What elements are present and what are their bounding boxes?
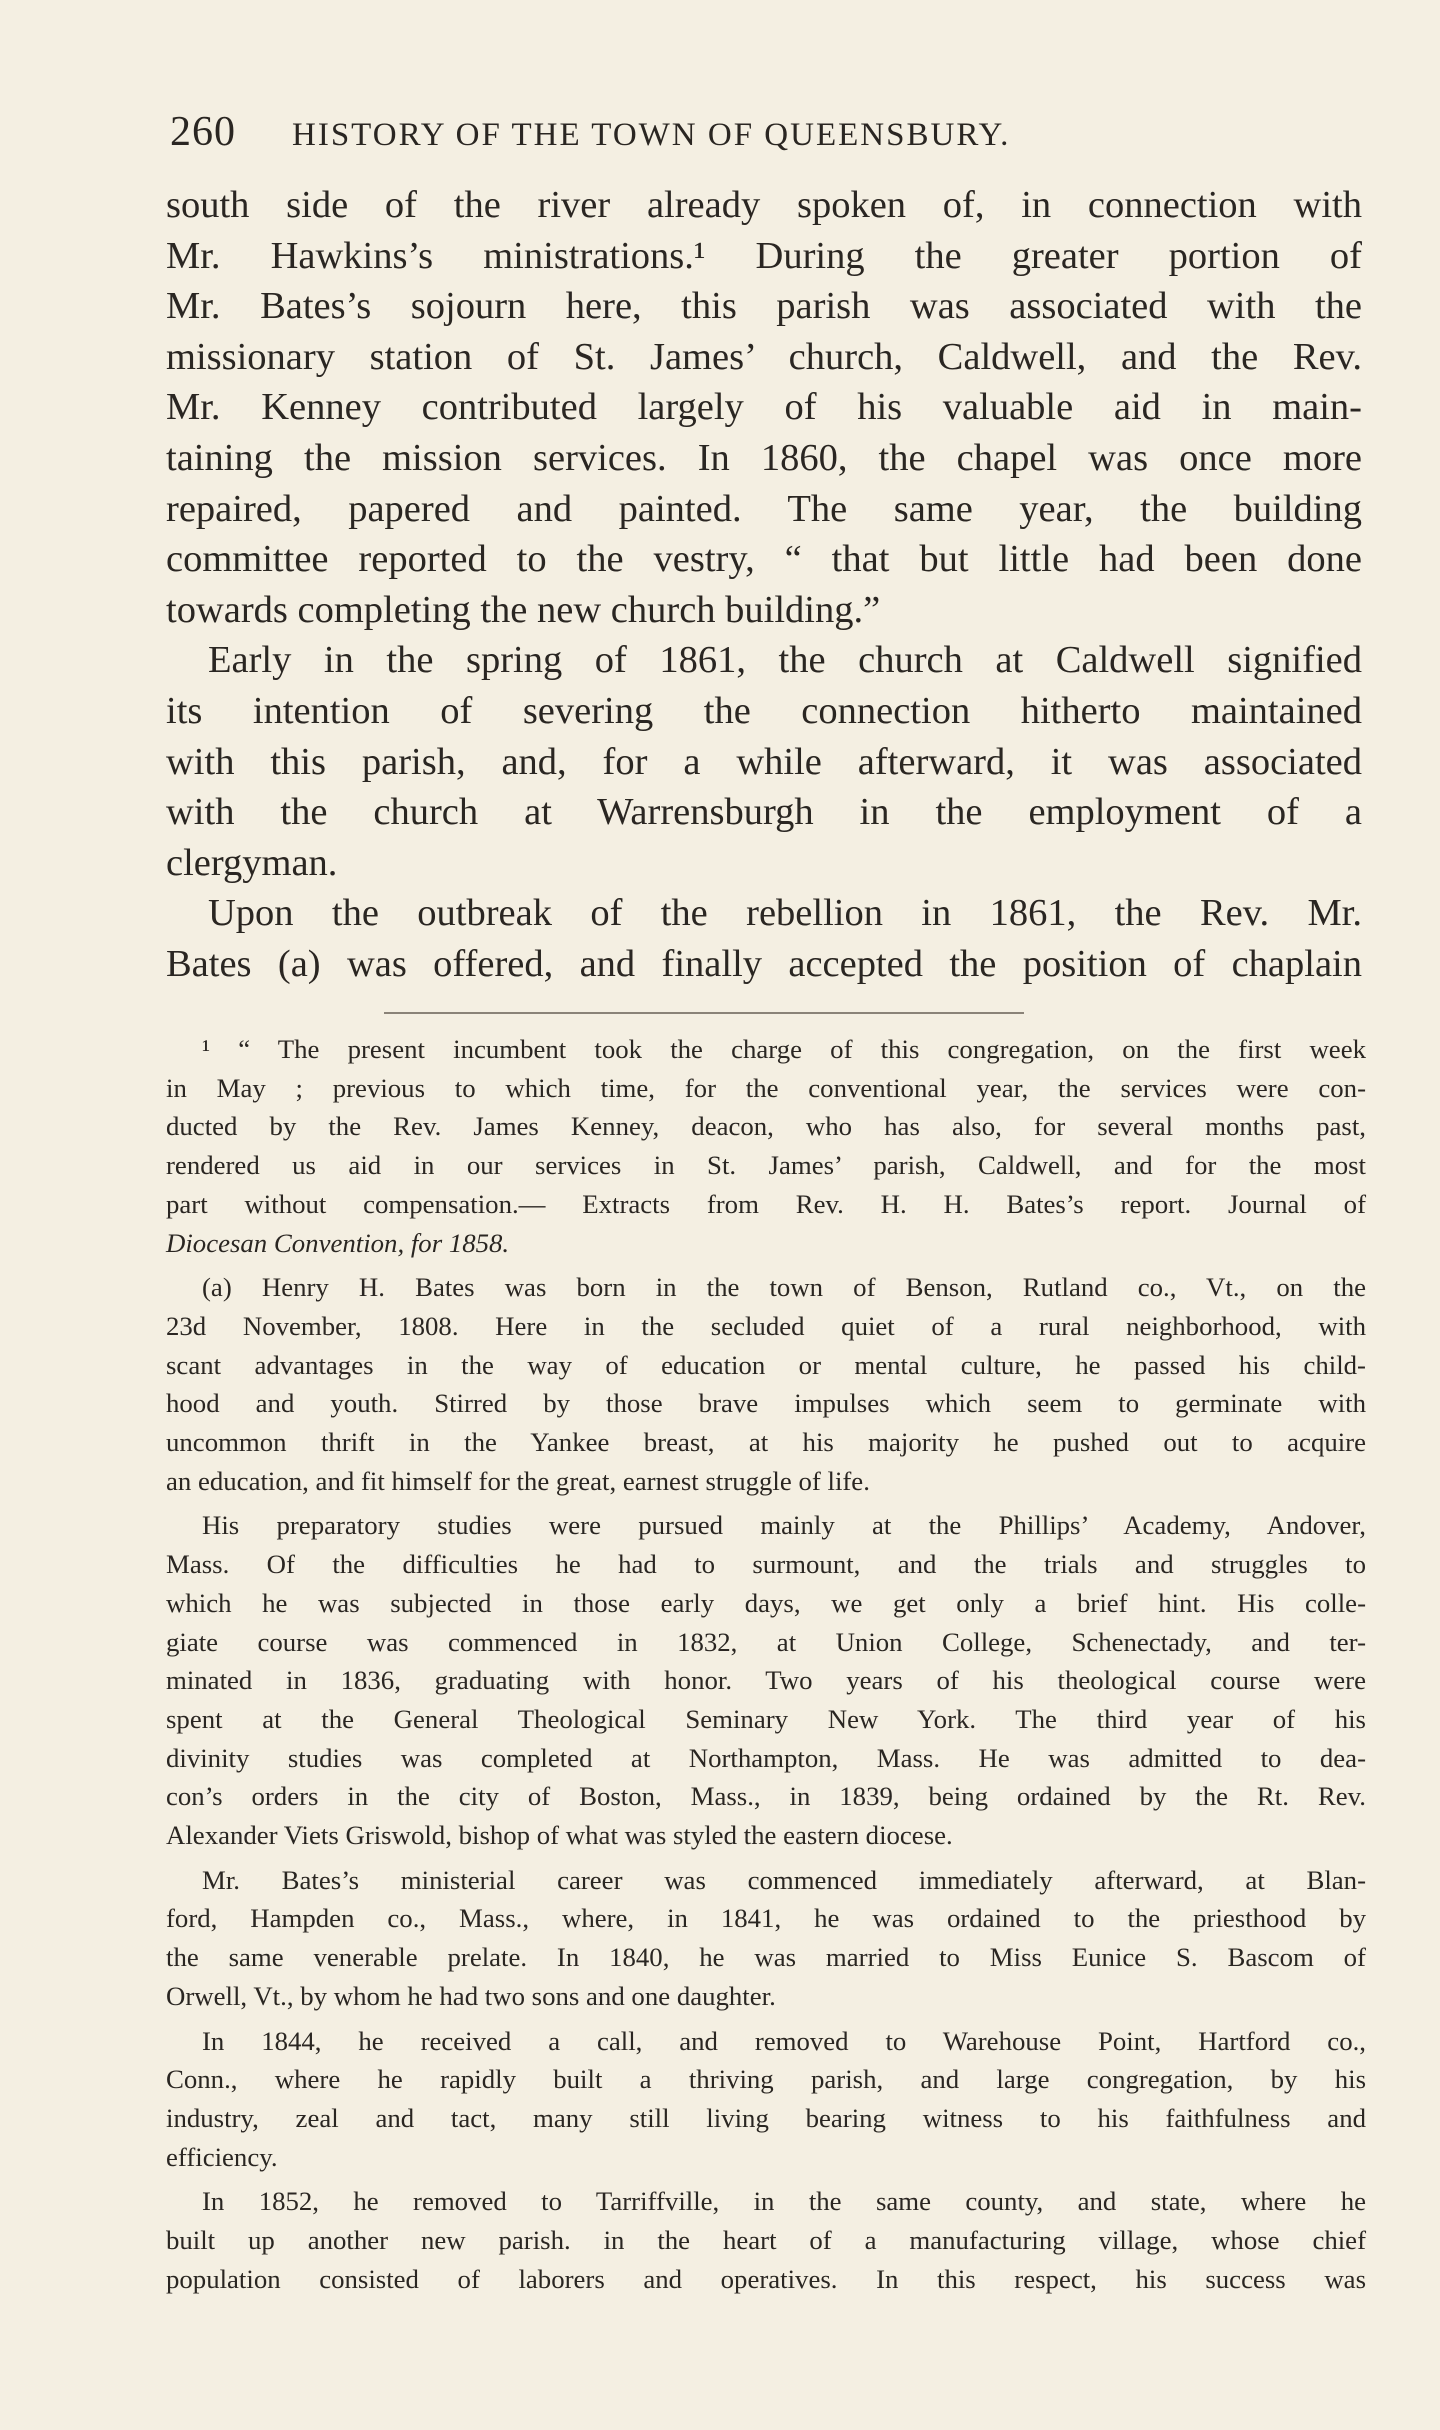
footnote-a-para-5 <box>166 2182 1366 2298</box>
footnote-line: ¹ “ The present incumbent took the charge of this congregation, on the first week <box>202 1034 1366 1064</box>
footnote-line: minated in 1836, graduating with honor. Two years of his theological course were <box>166 1665 1366 1696</box>
footnotes <box>166 1030 1366 2299</box>
main-line: missionary station of St. James’ church, Caldwell, and the Rev. <box>166 335 1362 378</box>
footnote-line: Mr. Bates’s ministerial career was commenced immediately afterward, at Blan- <box>202 1864 1366 1895</box>
footnote-line: hood and youth. Stirred by those brave impulses which seem to germinate with <box>166 1388 1366 1419</box>
footnote-line: con’s orders in the city of Boston, Mass., in 1839, being ordained by the Rt. Rev. <box>166 1781 1366 1812</box>
footnote-line: In 1844, he received a call, and removed to Warehouse Point, Hartford co., <box>202 2025 1366 2056</box>
footnote-line: an education, and fit himself for the great, earnest struggle of life. <box>166 1465 870 1496</box>
footnote-line: the same venerable prelate. In 1840, he was married to Miss Eunice S. Bascom of <box>166 1942 1366 1973</box>
footnote-line: Mass. Of the difficulties he had to surmount, and the trials and struggles to <box>166 1549 1366 1580</box>
main-line: Early in the spring of 1861, the church at Caldwell signified <box>208 639 1362 682</box>
footnote-line: part without compensation.— Extracts from Rev. H. H. Bates’s report. Journal of <box>166 1188 1366 1219</box>
main-paragraph-1 <box>166 180 1362 635</box>
footnote-line: scant advantages in the way of education or mental culture, he passed his child- <box>166 1349 1366 1380</box>
footnote-a-para-3 <box>166 1861 1366 2016</box>
footnote-line: rendered us aid in our services in St. James’ parish, Caldwell, and for the most <box>166 1150 1366 1181</box>
footnote-divider <box>384 1012 1024 1014</box>
main-line: Mr. Hawkins’s ministrations.¹ During the greater portion of <box>166 234 1362 277</box>
main-paragraph-3 <box>166 888 1362 989</box>
main-text <box>166 180 1362 990</box>
main-line: Bates (a) was offered, and finally accepted the position of chaplain <box>166 942 1362 985</box>
footnote-line: population consisted of laborers and operatives. In this respect, his success was <box>166 2263 1366 2294</box>
main-line: with the church at Warrensburgh in the employment of a <box>166 791 1362 834</box>
main-paragraph-2 <box>166 635 1362 888</box>
main-line: Mr. Kenney contributed largely of his valuable aid in main- <box>166 386 1362 429</box>
footnote-line: Orwell, Vt., by whom he had two sons and one daughter. <box>166 1980 776 2011</box>
footnote-a-para-2 <box>166 1506 1366 1854</box>
footnote-line: ford, Hampden co., Mass., where, in 1841, he was ordained to the priesthood by <box>166 1903 1366 1934</box>
footnote-line: (a) Henry H. Bates was born in the town of Benson, Rutland co., Vt., on the <box>202 1272 1366 1303</box>
footnote-line: divinity studies was completed at Northampton, Mass. He was admitted to dea- <box>166 1742 1366 1773</box>
main-line: clergyman. <box>166 841 338 884</box>
running-head: HISTORY OF THE TOWN OF QUEENSBURY. <box>292 117 1011 153</box>
footnote-a-para-4 <box>166 2022 1366 2177</box>
main-line: towards completing the new church building.” <box>166 588 881 631</box>
page-number: 260 <box>170 109 236 155</box>
main-line: Mr. Bates’s sojourn here, this parish was associated with the <box>166 285 1362 328</box>
footnote-line: spent at the General Theological Seminary New York. The third year of his <box>166 1703 1366 1734</box>
footnote-line: built up another new parish. in the heart of a manufacturing village, whose chief <box>166 2225 1366 2256</box>
footnote-line: Alexander Viets Griswold, bishop of what was styled the eastern diocese. <box>166 1820 953 1851</box>
page-header <box>170 108 1370 168</box>
footnote-line: Conn., where he rapidly built a thriving parish, and large congregation, by his <box>166 2064 1366 2095</box>
footnote-line: ducted by the Rev. James Kenney, deacon, who has also, for several months past, <box>166 1111 1366 1142</box>
footnote-line: His preparatory studies were pursued mainly at the Phillips’ Academy, Andover, <box>202 1510 1366 1541</box>
main-line: repaired, papered and painted. The same year, the building <box>166 487 1362 530</box>
footnote-line: In 1852, he removed to Tarriffville, in the same county, and state, where he <box>202 2186 1366 2217</box>
footnote-1 <box>166 1030 1366 1262</box>
footnote-line: giate course was commenced in 1832, at Union College, Schenectady, and ter- <box>166 1626 1366 1657</box>
footnote-line: industry, zeal and tact, many still living bearing witness to his faithfulness and <box>166 2102 1366 2133</box>
main-line: its intention of severing the connection hitherto maintained <box>166 689 1362 732</box>
footnote-a <box>166 1268 1366 1500</box>
footnote-line: in May ; previous to which time, for the conventional year, the services were con- <box>166 1072 1366 1103</box>
footnote-line: efficiency. <box>166 2141 278 2172</box>
main-line: south side of the river already spoken of, in connection with <box>166 184 1362 226</box>
main-line: Upon the outbreak of the rebellion in 1861, the Rev. Mr. <box>208 892 1362 935</box>
main-line: with this parish, and, for a while afterward, it was associated <box>166 740 1362 783</box>
main-line: taining the mission services. In 1860, the chapel was once more <box>166 436 1362 479</box>
footnote-line: which he was subjected in those early days, we get only a brief hint. His colle- <box>166 1587 1366 1618</box>
footnote-line: Diocesan Convention, for 1858. <box>166 1227 510 1258</box>
footnote-line: 23d November, 1808. Here in the secluded quiet of a rural neighborhood, with <box>166 1310 1366 1341</box>
main-line: committee reported to the vestry, “ that but little had been done <box>166 538 1362 581</box>
footnote-line: uncommon thrift in the Yankee breast, at his majority he pushed out to acquire <box>166 1427 1366 1458</box>
